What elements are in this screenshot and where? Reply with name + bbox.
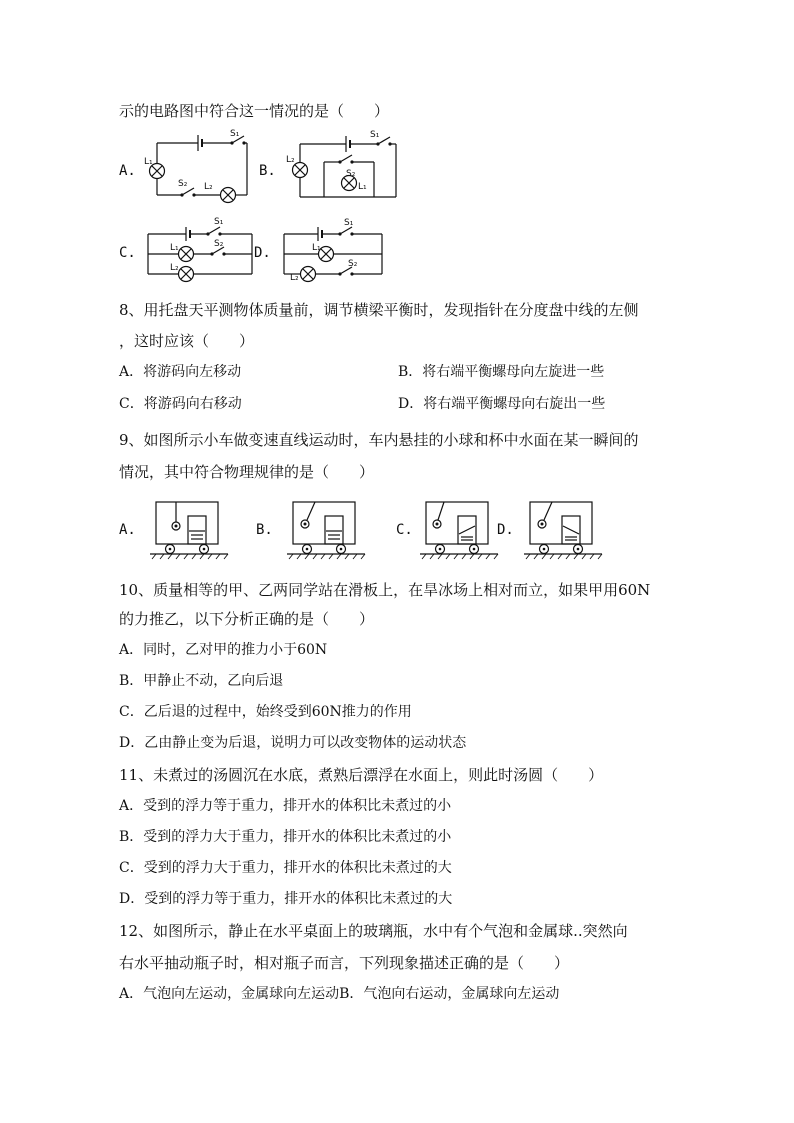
q9-option-b-label[interactable]: B. bbox=[256, 522, 273, 538]
q10-stem-line1: 10、质量相等的甲、乙两同学站在滑板上，在旱冰场上相对而立，如果甲用60N bbox=[119, 581, 651, 599]
circuit-diagram-c bbox=[142, 212, 262, 287]
lamp-l2-label: L₂ bbox=[290, 273, 299, 283]
q8-option-c[interactable]: C．将游码向右移动 bbox=[119, 396, 242, 412]
switch-s1-label: S₁ bbox=[370, 130, 380, 140]
q8-option-d[interactable]: D．将右端平衡螺母向右旋出一些 bbox=[398, 396, 606, 412]
q10-option-b[interactable]: B．甲静止不动，乙向后退 bbox=[119, 673, 284, 689]
q7-option-b-label[interactable]: B. bbox=[259, 163, 276, 179]
lamp-l1-label: L₁ bbox=[312, 243, 321, 253]
q7-stem: 示的电路图中符合这一情况的是（ ） bbox=[119, 102, 390, 120]
q10-option-c[interactable]: C．乙后退的过程中，始终受到60N推力的作用 bbox=[119, 704, 412, 720]
q9-stem-line2: 情况，其中符合物理规律的是（ ） bbox=[119, 463, 375, 481]
q10-option-d[interactable]: D．乙由静止变为后退，说明力可以改变物体的运动状态 bbox=[119, 735, 467, 751]
q8-option-b[interactable]: B．将右端平衡螺母向左旋进一些 bbox=[398, 364, 605, 380]
lamp-l2-label: L₂ bbox=[286, 155, 295, 165]
lamp-l2-label: L₂ bbox=[170, 263, 179, 273]
q10-option-a[interactable]: A．同时，乙对甲的推力小于60N bbox=[119, 642, 328, 658]
q12-stem-line2: 右水平抽动瓶子时，相对瓶子而言，下列现象描述正确的是（ ） bbox=[119, 954, 570, 972]
switch-s2-label: S₂ bbox=[346, 169, 356, 179]
circuit-diagram-b bbox=[278, 126, 408, 206]
lamp-l1-label: L₁ bbox=[358, 182, 367, 192]
switch-s2-label: S₂ bbox=[214, 239, 224, 249]
circuit-diagram-a bbox=[140, 128, 260, 208]
circuit-diagram-d bbox=[278, 212, 398, 287]
lamp-l1-label: L₁ bbox=[144, 157, 153, 167]
q8-stem-line1: 8、用托盘天平测物体质量前，调节横梁平衡时，发现指针在分度盘中线的左侧 bbox=[119, 301, 639, 319]
q11-option-d[interactable]: D．受到的浮力等于重力，排开水的体积比未煮过的大 bbox=[119, 891, 453, 907]
q9-stem-line1: 9、如图所示小车做变速直线运动时，车内悬挂的小球和杯中水面在某一瞬间的 bbox=[119, 431, 639, 449]
q9-option-a-label[interactable]: A. bbox=[119, 522, 136, 538]
q7-option-a-label[interactable]: A. bbox=[119, 163, 136, 179]
switch-s1-label: S₁ bbox=[214, 217, 224, 227]
q12-options-ab[interactable]: A．气泡向左运动，金属球向左运动B．气泡向右运动，金属球向左运动 bbox=[119, 986, 560, 1002]
q9-option-c-label[interactable]: C. bbox=[396, 522, 413, 538]
q7-option-d-label[interactable]: D. bbox=[254, 245, 271, 261]
q9-option-d-label[interactable]: D. bbox=[497, 522, 514, 538]
switch-s1-label: S₁ bbox=[230, 129, 240, 139]
q12-stem-line1: 12、如图所示，静止在水平桌面上的玻璃瓶，水中有个气泡和金属球..突然向 bbox=[119, 922, 628, 940]
cart-diagram-b bbox=[287, 498, 367, 560]
switch-s2-label: S₂ bbox=[348, 259, 358, 269]
q8-option-a[interactable]: A．将游码向左移动 bbox=[119, 364, 242, 380]
q10-stem-line2: 的力推乙，以下分析正确的是（ ） bbox=[119, 610, 375, 628]
cart-diagram-c bbox=[420, 498, 500, 560]
q7-option-c-label[interactable]: C. bbox=[119, 245, 136, 261]
lamp-l1-label: L₁ bbox=[170, 243, 179, 253]
lamp-l2-label: L₂ bbox=[204, 182, 213, 192]
switch-s1-label: S₁ bbox=[344, 218, 354, 228]
q11-option-c[interactable]: C．受到的浮力大于重力，排开水的体积比未煮过的大 bbox=[119, 860, 452, 876]
cart-diagram-a bbox=[150, 498, 230, 560]
cart-diagram-d bbox=[524, 498, 604, 560]
q8-stem-line2: ，这时应该（ ） bbox=[119, 332, 255, 350]
q11-option-b[interactable]: B．受到的浮力大于重力，排开水的体积比未煮过的小 bbox=[119, 829, 452, 845]
q11-option-a[interactable]: A．受到的浮力等于重力，排开水的体积比未煮过的小 bbox=[119, 798, 452, 814]
switch-s2-label: S₂ bbox=[178, 179, 188, 189]
q11-stem: 11、未煮过的汤圆沉在水底，煮熟后漂浮在水面上，则此时汤圆（ ） bbox=[119, 766, 604, 784]
